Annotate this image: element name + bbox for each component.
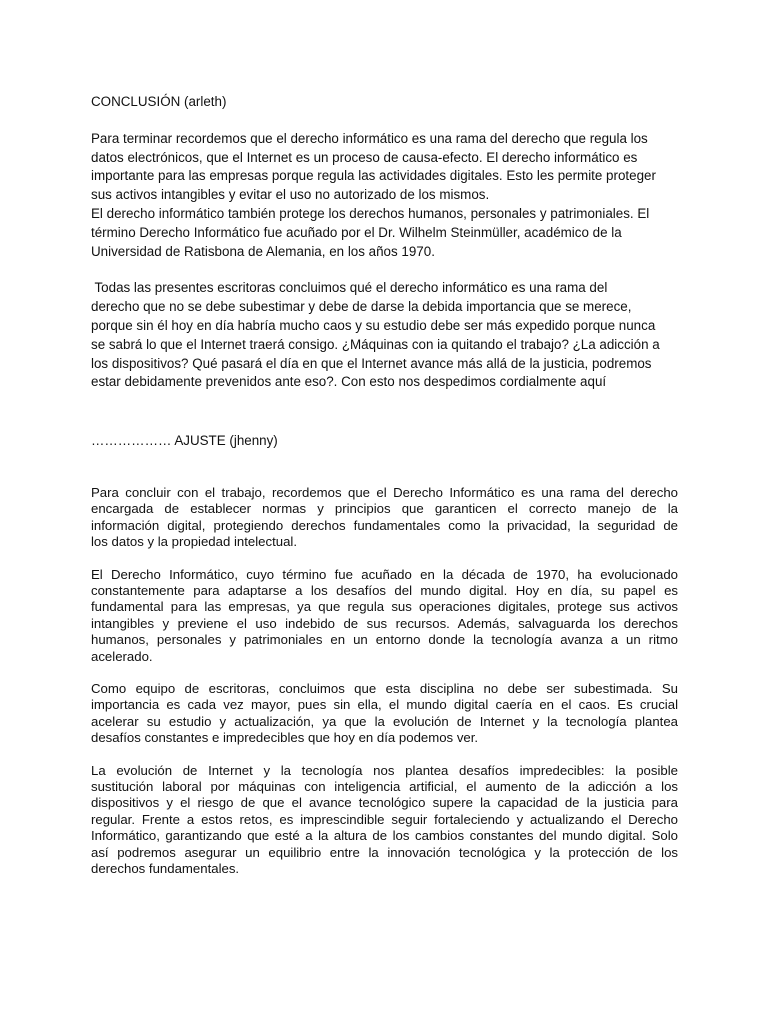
text-line: regular. Frente a estos retos, es imprescindible seguir fortaleciendo y actualizando el Derecho	[91, 811, 678, 827]
conclusion-paragraph-2	[91, 279, 678, 392]
ajuste-paragraph-2	[91, 567, 678, 665]
text-line: intangibles y previene el uso indebido de sus recursos. Además, salvaguarda los derechos	[91, 615, 678, 631]
text-line: así podremos asegurar un equilibrio entre la innovación tecnológica y la protección de los	[91, 844, 678, 860]
text-line: dispositivos y el riesgo de que el avance tecnológico supere la capacidad de la justicia para	[91, 795, 678, 811]
text-line: constantemente para adaptarse a los desafíos del mundo digital. Hoy en día, su papel es	[91, 582, 678, 598]
ajuste-heading: ……………… AJUSTE (jhenny)	[91, 433, 278, 449]
text-line: desafíos constantes e impredecibles que hoy en día podemos ver.	[91, 730, 479, 746]
text-line: porque sin él hoy en día habría mucho caos y su estudio debe ser más expedido porque nunca	[91, 317, 656, 333]
ajuste-paragraph-3	[91, 681, 678, 747]
ajuste-paragraph-4	[91, 763, 678, 878]
text-line: humanos, personales y patrimoniales en un entorno donde la tecnología avanza a un ritmo	[91, 632, 678, 648]
text-line: La evolución de Internet y la tecnología nos plantea desafíos impredecibles: la posible	[91, 762, 678, 778]
text-line: derecho que no se debe subestimar y debe de darse la debida importancia que se merece,	[91, 299, 632, 315]
text-line: El Derecho Informático, cuyo término fue acuñado en la década de 1970, ha evolucionado	[91, 566, 678, 582]
text-line: derechos fundamentales.	[91, 861, 240, 877]
text-line: acelerado.	[91, 648, 153, 664]
text-line: información digital, protegiendo derechos fundamentales como la privacidad, la seguridad de	[91, 517, 678, 533]
text-line: Como equipo de escritoras, concluimos que esta disciplina no debe ser subestimada. Su	[91, 681, 678, 697]
text-line: acelerar su estudio y actualización, ya que la evolución de Internet y la tecnología plantea	[91, 713, 678, 729]
text-line: datos electrónicos, que el Internet es un proceso de causa-efecto. El derecho informático es	[91, 149, 638, 165]
text-line: sus activos intangibles y evitar el uso no autorizado de los mismos.	[91, 187, 490, 203]
text-line: Informático, garantizando que esté a la altura de los cambios constantes del mundo digital. Solo	[91, 828, 678, 844]
text-line: Todas las presentes escritoras concluimos qué el derecho informático es una rama del	[91, 280, 608, 296]
text-line: Universidad de Ratisbona de Alemania, en los años 1970.	[91, 243, 435, 259]
text-line: se sabrá lo que el Internet traerá consigo. ¿Máquinas con ia quitando el trabajo? ¿La adicción a	[91, 336, 660, 352]
text-line: El derecho informático también protege los derechos humanos, personales y patrimoniales. El	[91, 205, 650, 221]
text-line: fundamental para las empresas, ya que regula sus operaciones digitales, protege sus activos	[91, 599, 678, 615]
conclusion-heading: CONCLUSIÓN (arleth)	[91, 94, 227, 109]
ajuste-paragraph-1	[91, 485, 678, 551]
text-line: sustitución laboral por máquinas con inteligencia artificial, el aumento de la adicción a los	[91, 779, 678, 795]
conclusion-paragraph-1	[91, 130, 678, 262]
text-line: encargada de establecer normas y principios que garanticen el correcto manejo de la	[91, 501, 678, 517]
text-line: Para concluir con el trabajo, recordemos que el Derecho Informático es una rama del derecho	[91, 484, 678, 500]
document-body	[91, 93, 678, 877]
text-line: término Derecho Informático fue acuñado por el Dr. Wilhelm Steinmüller, académico de la	[91, 224, 622, 240]
text-line: los dispositivos? Qué pasará el día en que el Internet avance más allá de la justicia, podremos	[91, 355, 652, 371]
text-line: importancia es cada vez mayor, pues sin ella, el mundo digital caería en el caos. Es crucial	[91, 697, 678, 713]
text-line: los datos y la propiedad intelectual.	[91, 534, 298, 550]
text-line: importante para las empresas porque regula las actividades digitales. Esto les permite proteger	[91, 168, 656, 184]
text-line: estar debidamente prevenidos ante eso?. Con esto nos despedimos cordialmente aquí	[91, 374, 607, 390]
text-line: Para terminar recordemos que el derecho informático es una rama del derecho que regula los	[91, 130, 648, 146]
